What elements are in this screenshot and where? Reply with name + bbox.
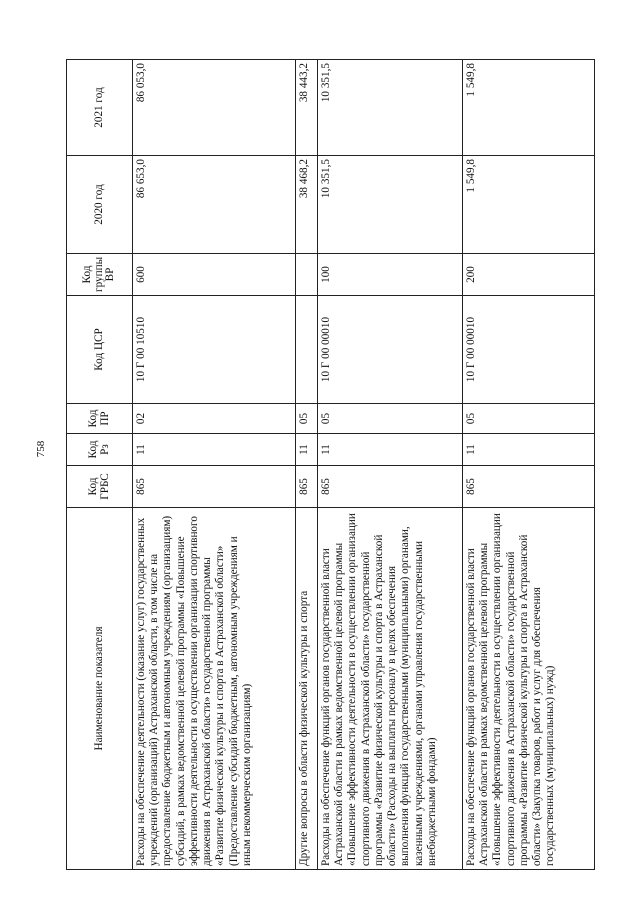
table-row — [133, 60, 296, 870]
row-csr: 10 Г 00 10510 — [133, 296, 296, 404]
table-row — [318, 60, 463, 870]
table-row — [296, 60, 318, 870]
header-vr: Код группы ВР — [67, 254, 133, 296]
header-rz: Код Рз — [67, 434, 133, 466]
row-pr: 05 — [296, 404, 318, 434]
row-2020: 10 351,5 — [318, 156, 463, 254]
row-2021: 10 351,5 — [318, 60, 463, 156]
page-number: 758 — [35, 440, 47, 458]
budget-table — [66, 59, 595, 870]
header-pr: Код ПР — [67, 404, 133, 434]
header-grbs: Код ГРБС — [67, 466, 133, 508]
row-grbs: 865 — [133, 466, 296, 508]
row-vr: 100 — [318, 254, 463, 296]
row-2020: 86 653,0 — [133, 156, 296, 254]
row-name: Другие вопросы в области физической культуры и спорта — [296, 508, 318, 870]
row-name: Расходы на обеспечение деятельности (оказание услуг) государственных учреждений (организаций) Астраханской области, в том числе на предоставление бюджетным и автономным учреждениям (организациям) субсидий, в рамках ведомственной целевой программы «Повышение эффективности деятельности в осуществлении организации спортивного движения в Астраханской области» государственной программы «Развитие физической культуры и спорта в Астраханской области» (Предоставление субсидий бюджетным, автономным учреждениям и иным некоммерческим организациям) — [133, 508, 296, 870]
row-name: Расходы на обеспечение функций органов государственной власти Астраханской области в рамках ведомственной целевой программы «Повышение эффективности деятельности в осуществлении организации спортивного движения в Астраханской области» государственной программы «Развитие физической культуры и спорта в Астраханской области» (Закупка товаров, работ и услуг для обеспечения государственных (муниципальных) нужд) — [463, 508, 595, 870]
row-name: Расходы на обеспечение функций органов государственной власти Астраханской области в рамках ведомственной целевой программы «Повышение эффективности деятельности в осуществлении организации спортивного движения в Астраханской области» государственной программы «Развитие физической культуры и спорта в Астраханской области» (Расходы на выплаты персоналу в целях обеспечения выполнения функций государственными (муниципальными) органами, казенными учреждениями, органами управления государственными внебюджетными фондами) — [318, 508, 463, 870]
row-pr: 05 — [318, 404, 463, 434]
row-rz: 11 — [133, 434, 296, 466]
row-2021: 1 549,8 — [463, 60, 595, 156]
row-2021: 86 053,0 — [133, 60, 296, 156]
row-grbs: 865 — [463, 466, 595, 508]
row-csr: 10 Г 00 00010 — [463, 296, 595, 404]
row-2021: 38 443,2 — [296, 60, 318, 156]
row-pr: 02 — [133, 404, 296, 434]
header-2021: 2021 год — [67, 60, 133, 156]
table-row — [463, 60, 595, 870]
header-name: Наименование показателя — [67, 508, 133, 870]
row-csr — [296, 296, 318, 404]
rotated-table-container — [66, 60, 594, 870]
row-vr: 600 — [133, 254, 296, 296]
header-csr: Код ЦСР — [67, 296, 133, 404]
row-rz: 11 — [318, 434, 463, 466]
row-vr — [296, 254, 318, 296]
row-2020: 38 468,2 — [296, 156, 318, 254]
row-grbs: 865 — [296, 466, 318, 508]
row-vr: 200 — [463, 254, 595, 296]
row-rz: 11 — [463, 434, 595, 466]
table-header-row — [67, 60, 133, 870]
row-pr: 05 — [463, 404, 595, 434]
header-2020: 2020 год — [67, 156, 133, 254]
row-grbs: 865 — [318, 466, 463, 508]
row-2020: 1 549,8 — [463, 156, 595, 254]
row-rz: 11 — [296, 434, 318, 466]
row-csr: 10 Г 00 00010 — [318, 296, 463, 404]
